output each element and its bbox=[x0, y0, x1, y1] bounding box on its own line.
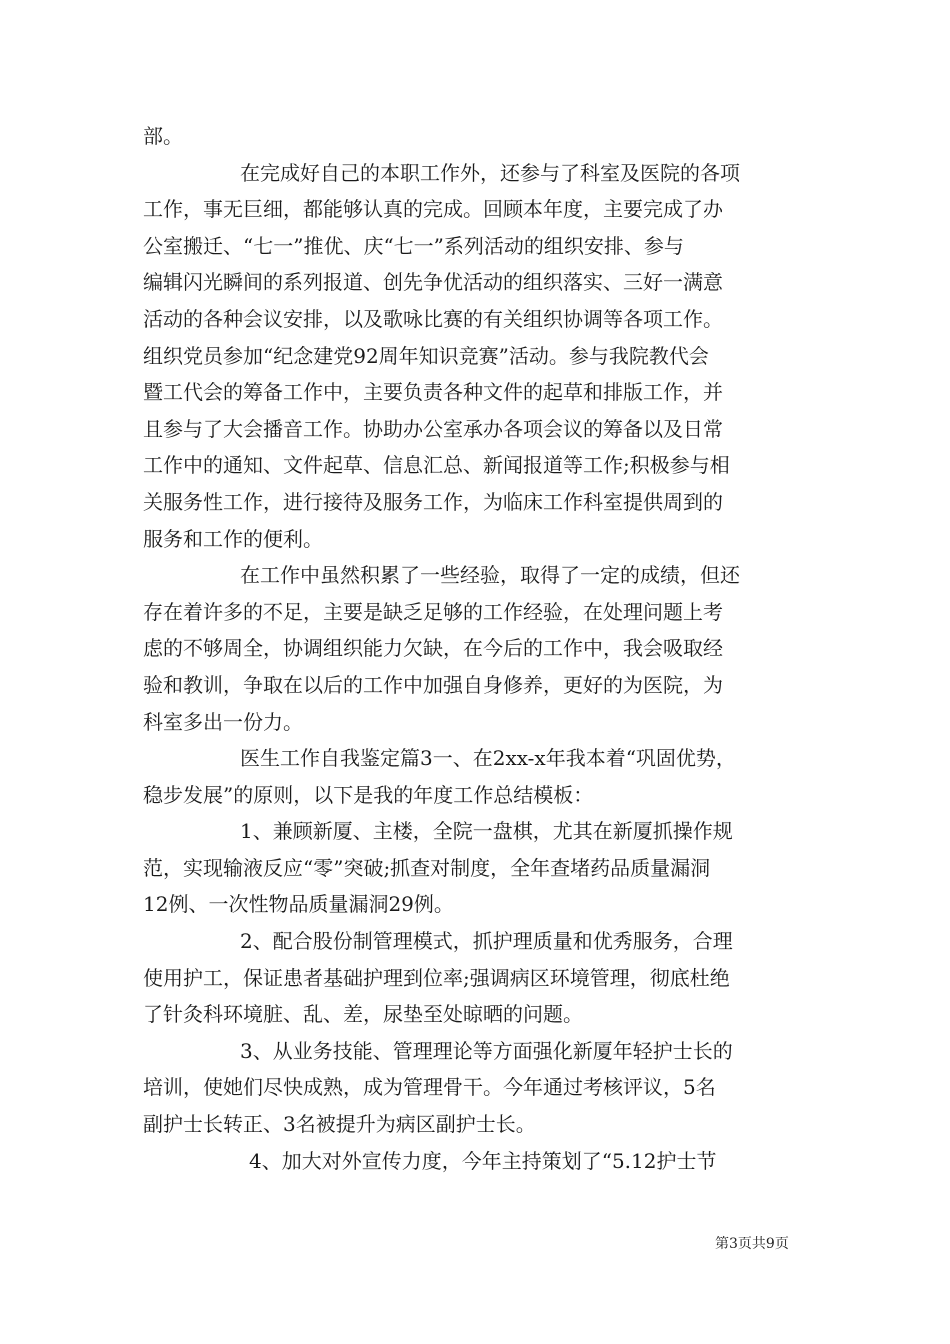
text-line: 工作中的通知、文件起草、信息汇总、新闻报道等工作;积极参与相 bbox=[143, 453, 730, 478]
text-line: 组织党员参加“纪念建党92周年知识竞赛”活动。参与我院教代会 bbox=[143, 343, 709, 368]
paragraph-first-line: 4、加大对外宣传力度，今年主持策划了“5.12护士节 bbox=[249, 1148, 717, 1173]
text-line: 虑的不够周全，协调组织能力欠缺，在今后的工作中，我会吸取经 bbox=[143, 636, 723, 661]
text-line: 存在着许多的不足，主要是缺乏足够的工作经验，在处理问题上考 bbox=[143, 599, 723, 624]
text-line: 范，实现输液反应“零”突破;抓查对制度，全年查堵药品质量漏洞 bbox=[143, 855, 711, 880]
text-line: 稳步发展”的原则，以下是我的年度工作总结模板： bbox=[143, 782, 594, 807]
text-line: 验和教训，争取在以后的工作中加强自身修养，更好的为医院，为 bbox=[143, 672, 723, 697]
paragraph-first-line: 在完成好自己的本职工作外，还参与了科室及医院的各项 bbox=[240, 160, 740, 185]
text-line: 副护士长转正、3名被提升为病区副护士长。 bbox=[143, 1112, 536, 1137]
paragraph-first-line: 2、配合股份制管理模式，抓护理质量和优秀服务，合理 bbox=[240, 929, 733, 954]
text-line: 工作，事无巨细，都能够认真的完成。回顾本年度，主要完成了办 bbox=[143, 197, 723, 222]
page-number-footer: 第3页共9页 bbox=[715, 1236, 789, 1252]
text-line: 编辑闪光瞬间的系列报道、创先争优活动的组织落实、三好一满意 bbox=[143, 270, 723, 295]
text-line: 服务和工作的便利。 bbox=[143, 526, 323, 551]
text-line: 12例、一次性物品质量漏洞29例。 bbox=[143, 892, 454, 917]
text-line: 培训，使她们尽快成熟，成为管理骨干。今年通过考核评议，5名 bbox=[143, 1075, 716, 1100]
text-line: 了针灸科环境脏、乱、差，尿垫至处晾晒的问题。 bbox=[143, 1002, 583, 1027]
text-line: 活动的各种会议安排，以及歌咏比赛的有关组织协调等各项工作。 bbox=[143, 306, 723, 331]
paragraph-first-line: 3、从业务技能、管理理论等方面强化新厦年轻护士长的 bbox=[240, 1038, 733, 1063]
text-line: 关服务性工作，进行接待及服务工作，为临床工作科室提供周到的 bbox=[143, 489, 723, 514]
text-line: 部。 bbox=[143, 124, 183, 148]
body-text bbox=[143, 118, 813, 1179]
text-line: 使用护工，保证患者基础护理到位率;强调病区环境管理，彻底杜绝 bbox=[143, 965, 730, 990]
text-line: 科室多出一份力。 bbox=[143, 709, 303, 734]
paragraph-first-line: 1、兼顾新厦、主楼，全院一盘棋，尤其在新厦抓操作规 bbox=[240, 819, 733, 844]
text-line: 公室搬迁、“七一”推优、庆“七一”系列活动的组织安排、参与 bbox=[143, 233, 684, 258]
paragraph-first-line: 医生工作自我鉴定篇3一、在2xx-x年我本着“巩固优势， bbox=[240, 746, 736, 771]
paragraph-first-line: 在工作中虽然积累了一些经验，取得了一定的成绩，但还 bbox=[240, 563, 740, 588]
text-line: 且参与了大会播音工作。协助办公室承办各项会议的筹备以及日常 bbox=[143, 416, 723, 441]
text-line: 暨工代会的筹备工作中，主要负责各种文件的起草和排版工作，并 bbox=[143, 380, 723, 405]
